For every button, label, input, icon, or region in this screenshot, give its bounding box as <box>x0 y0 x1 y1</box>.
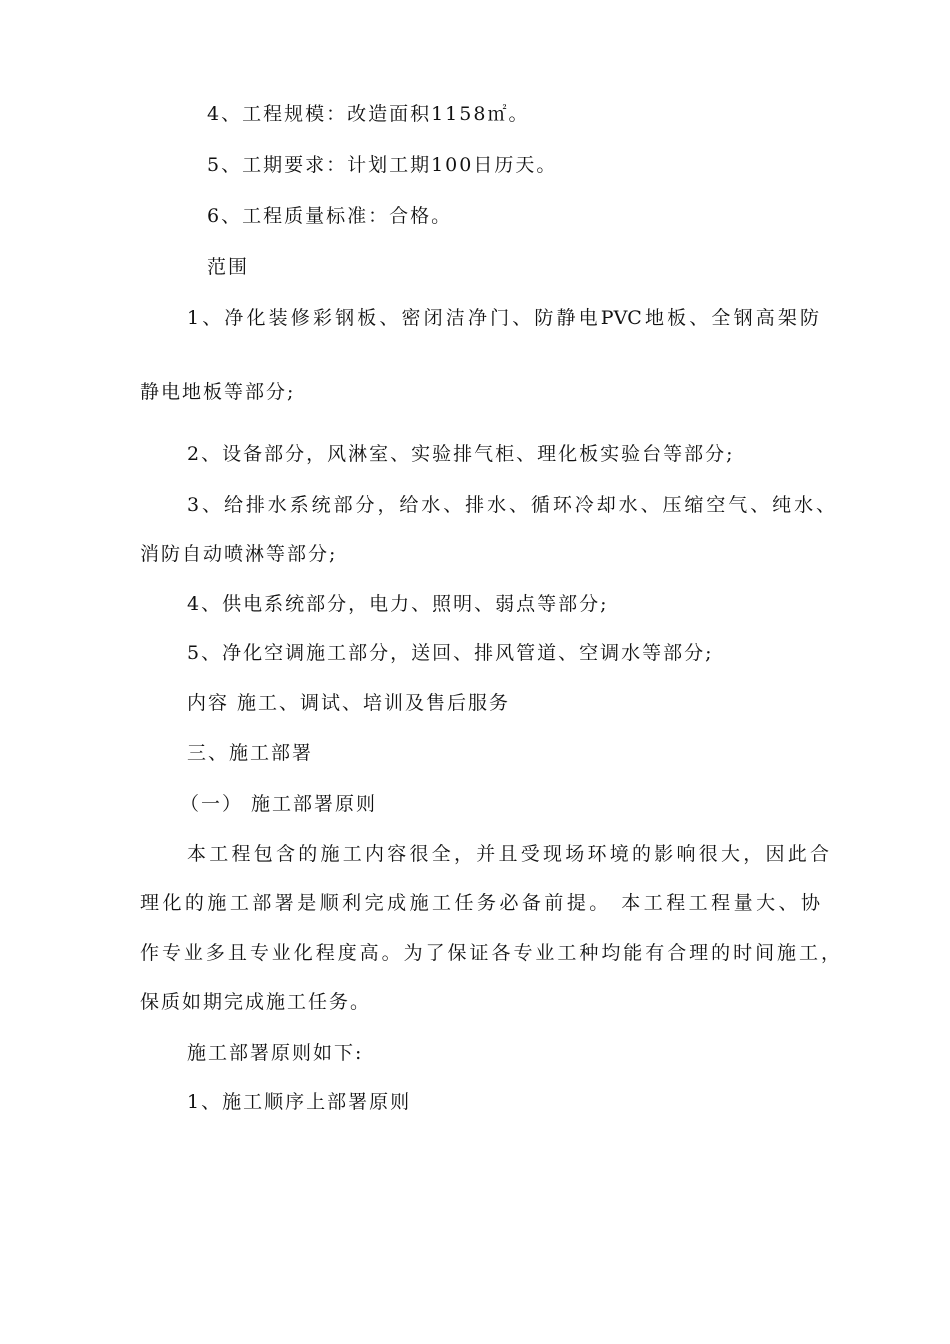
paragraph-line-3: 作专业多且专业化程度高。为了保证各专业工种均能有合理的时间施工， <box>140 942 840 964</box>
scope-item-3-line-2: 消防自动喷淋等部分; <box>140 543 338 565</box>
scope-item-3-line-1: 3、给排水系统部分，给水、排水、循环冷却水、压缩空气、纯水、 <box>187 494 835 516</box>
content-line: 内容 施工、调试、培训及售后服务 <box>187 692 511 714</box>
scope-item-1-line-2: 静电地板等部分; <box>140 381 296 403</box>
paragraph-line-4: 保质如期完成施工任务。 <box>140 991 372 1013</box>
project-scale-line: 4、工程规模：改造面积1158㎡。 <box>207 103 530 125</box>
scope-item-5: 5、净化空调施工部分，送回、排风管道、空调水等部分; <box>187 642 714 664</box>
section-3-heading: 三、施工部署 <box>187 742 314 764</box>
project-quality-line: 6、工程质量标准：合格。 <box>207 205 453 227</box>
paragraph-line-2: 理化的施工部署是顺利完成施工任务必备前提。 本工程工程量大、协 <box>140 892 820 914</box>
project-schedule-line: 5、工期要求：计划工期100日历天。 <box>207 154 558 176</box>
principles-intro: 施工部署原则如下: <box>187 1042 364 1064</box>
scope-item-2: 2、设备部分，风淋室、实验排气柜、理化板实验台等部分; <box>187 443 735 465</box>
scope-heading: 范围 <box>207 256 250 278</box>
principle-1: 1、施工顺序上部署原则 <box>187 1091 412 1113</box>
paragraph-line-1: 本工程包含的施工内容很全，并且受现场环境的影响很大，因此合 <box>187 843 829 865</box>
section-3-subheading: （一） 施工部署原则 <box>180 793 378 815</box>
scope-item-4: 4、供电系统部分，电力、照明、弱点等部分; <box>187 593 609 615</box>
scope-item-1-line-1: 1、净化装修彩钢板、密闭洁净门、防静电PVC地板、全钢高架防 <box>187 307 819 329</box>
